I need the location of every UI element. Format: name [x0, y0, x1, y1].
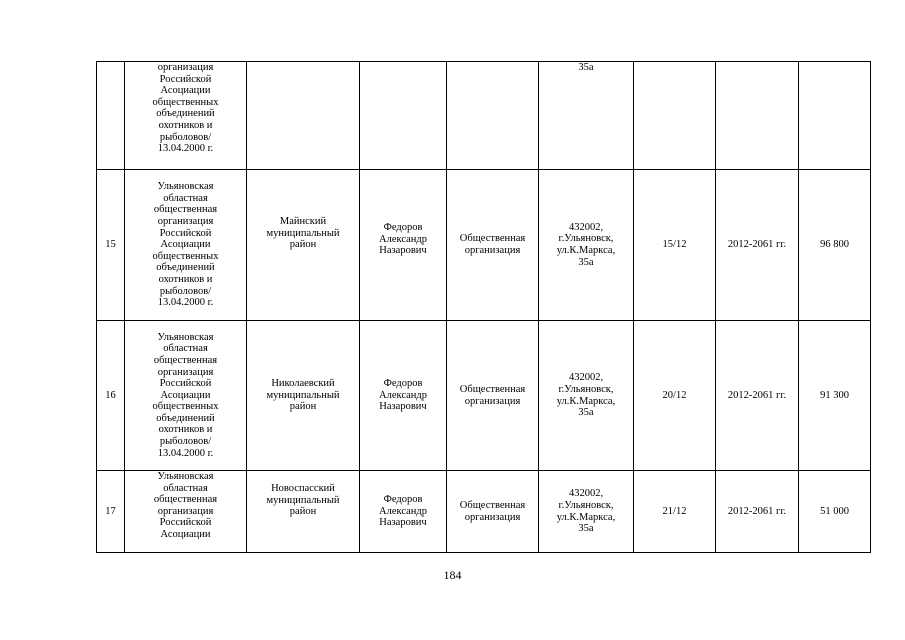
- period-cell: 2012-2061 гг.: [716, 471, 799, 553]
- organization-line: организация: [157, 62, 214, 73]
- org-type-line: организация: [464, 511, 521, 523]
- org-type-line: Общественная: [459, 499, 526, 511]
- organization-line: областная: [163, 192, 208, 204]
- address-line: 35а: [578, 62, 594, 73]
- organization-line: рыболовов/: [159, 436, 212, 448]
- organization-line: Российской: [159, 517, 212, 529]
- region-line: муниципальный: [266, 494, 340, 506]
- organization-line: областная: [163, 482, 208, 494]
- org-type-cell: [447, 62, 539, 170]
- organization-line: областная: [163, 343, 208, 355]
- organization-line: Асоциации: [160, 528, 211, 540]
- head-line: Назарович: [379, 245, 427, 257]
- agreement-cell: 21/12: [634, 471, 716, 553]
- organization-line: общественных: [152, 96, 219, 108]
- table-row: [97, 62, 871, 170]
- head-line: Федоров: [383, 222, 423, 233]
- period-cell: [716, 62, 799, 170]
- organization-line: охотников и: [158, 273, 213, 285]
- organization-line: Ульяновская: [157, 181, 214, 193]
- page-number: 184: [443, 568, 462, 582]
- region-line: Новоспасский: [271, 483, 335, 494]
- organization-line: организация: [157, 216, 214, 228]
- address-line: г.Ульяновск,: [558, 233, 614, 245]
- organization-line: общественных: [152, 250, 219, 262]
- organization-line: 13.04.2000 г.: [157, 297, 214, 309]
- organization-line: организация: [157, 366, 214, 378]
- organization-line: объединений: [156, 262, 215, 274]
- head-line: Александр: [379, 505, 427, 517]
- address-cell: [539, 321, 634, 471]
- table-row: [97, 321, 871, 471]
- organization-line: 13.04.2000 г.: [157, 143, 214, 155]
- organization-cell: [125, 62, 247, 170]
- region-cell: [247, 321, 360, 471]
- area-cell: 51 000: [799, 471, 871, 553]
- head-cell: [360, 471, 447, 553]
- organization-line: Ульяновская: [157, 331, 214, 343]
- org-type-cell: [447, 471, 539, 553]
- address-cell: [539, 62, 634, 170]
- address-line: 35а: [578, 407, 594, 419]
- head-cell: [360, 321, 447, 471]
- region-line: район: [289, 401, 317, 413]
- address-line: ул.К.Маркса,: [556, 511, 616, 523]
- area-cell: [799, 62, 871, 170]
- organization-line: Асоциации: [160, 389, 211, 401]
- address-line: 432002,: [568, 221, 604, 233]
- area-cell: 96 800: [799, 170, 871, 321]
- period-cell: 2012-2061 гг.: [716, 170, 799, 321]
- region-cell: [247, 62, 360, 170]
- org-type-line: организация: [464, 245, 521, 256]
- address-line: 35а: [578, 523, 594, 535]
- region-line: район: [289, 506, 317, 518]
- org-type-cell: [447, 170, 539, 321]
- organization-cell: [125, 471, 247, 553]
- address-line: ул.К.Маркса,: [556, 245, 616, 256]
- organization-line: общественных: [152, 401, 219, 413]
- org-type-line: Общественная: [459, 233, 526, 245]
- organization-line: организация: [157, 505, 214, 517]
- row-number-cell: 17: [97, 471, 125, 553]
- organization-line: рыболовов/: [159, 131, 212, 143]
- table-row: [97, 471, 871, 553]
- head-line: Александр: [379, 233, 427, 245]
- organization-line: Ульяновская: [157, 471, 214, 482]
- organization-line: Асоциации: [160, 239, 211, 251]
- region-line: Майнский: [279, 216, 327, 227]
- head-cell: [360, 62, 447, 170]
- organization-line: охотников и: [158, 119, 213, 131]
- address-cell: [539, 471, 634, 553]
- organization-line: 13.04.2000 г.: [157, 447, 214, 459]
- head-line: Федоров: [383, 378, 423, 390]
- organization-line: Российской: [159, 378, 212, 390]
- organization-line: Российской: [159, 73, 212, 85]
- address-line: ул.К.Маркса,: [556, 395, 616, 407]
- organization-line: Российской: [159, 227, 212, 239]
- organization-line: объединений: [156, 108, 215, 120]
- organization-line: общественная: [153, 494, 218, 506]
- organization-line: охотников и: [158, 424, 213, 436]
- region-line: Николаевский: [271, 378, 335, 390]
- address-line: г.Ульяновск,: [558, 383, 614, 395]
- org-type-cell: [447, 321, 539, 471]
- head-line: Назарович: [379, 401, 427, 413]
- agreement-cell: 20/12: [634, 321, 716, 471]
- region-line: район: [289, 239, 317, 251]
- org-type-line: организация: [464, 395, 521, 407]
- organization-line: рыболовов/: [159, 285, 212, 297]
- org-type-line: Общественная: [459, 383, 526, 395]
- region-line: муниципальный: [266, 389, 340, 401]
- address-line: 35а: [578, 256, 594, 268]
- address-line: 432002,: [568, 488, 604, 500]
- organization-line: Асоциации: [160, 85, 211, 97]
- organization-cell: [125, 170, 247, 321]
- address-cell: [539, 170, 634, 321]
- row-number-cell: 15: [97, 170, 125, 321]
- region-cell: [247, 471, 360, 553]
- document-table: [96, 61, 871, 553]
- head-cell: [360, 170, 447, 321]
- organization-line: общественная: [153, 204, 218, 216]
- organization-line: объединений: [156, 412, 215, 424]
- region-line: муниципальный: [266, 227, 340, 239]
- head-line: Федоров: [383, 494, 423, 506]
- head-line: Назарович: [379, 517, 427, 529]
- region-cell: [247, 170, 360, 321]
- organization-cell: [125, 321, 247, 471]
- row-number-cell: [97, 62, 125, 170]
- period-cell: 2012-2061 гг.: [716, 321, 799, 471]
- area-cell: 91 300: [799, 321, 871, 471]
- agreement-cell: 15/12: [634, 170, 716, 321]
- agreement-cell: [634, 62, 716, 170]
- address-line: 432002,: [568, 372, 604, 384]
- address-line: г.Ульяновск,: [558, 499, 614, 511]
- organization-line: общественная: [153, 354, 218, 366]
- row-number-cell: 16: [97, 321, 125, 471]
- head-line: Александр: [379, 389, 427, 401]
- table-row: [97, 170, 871, 321]
